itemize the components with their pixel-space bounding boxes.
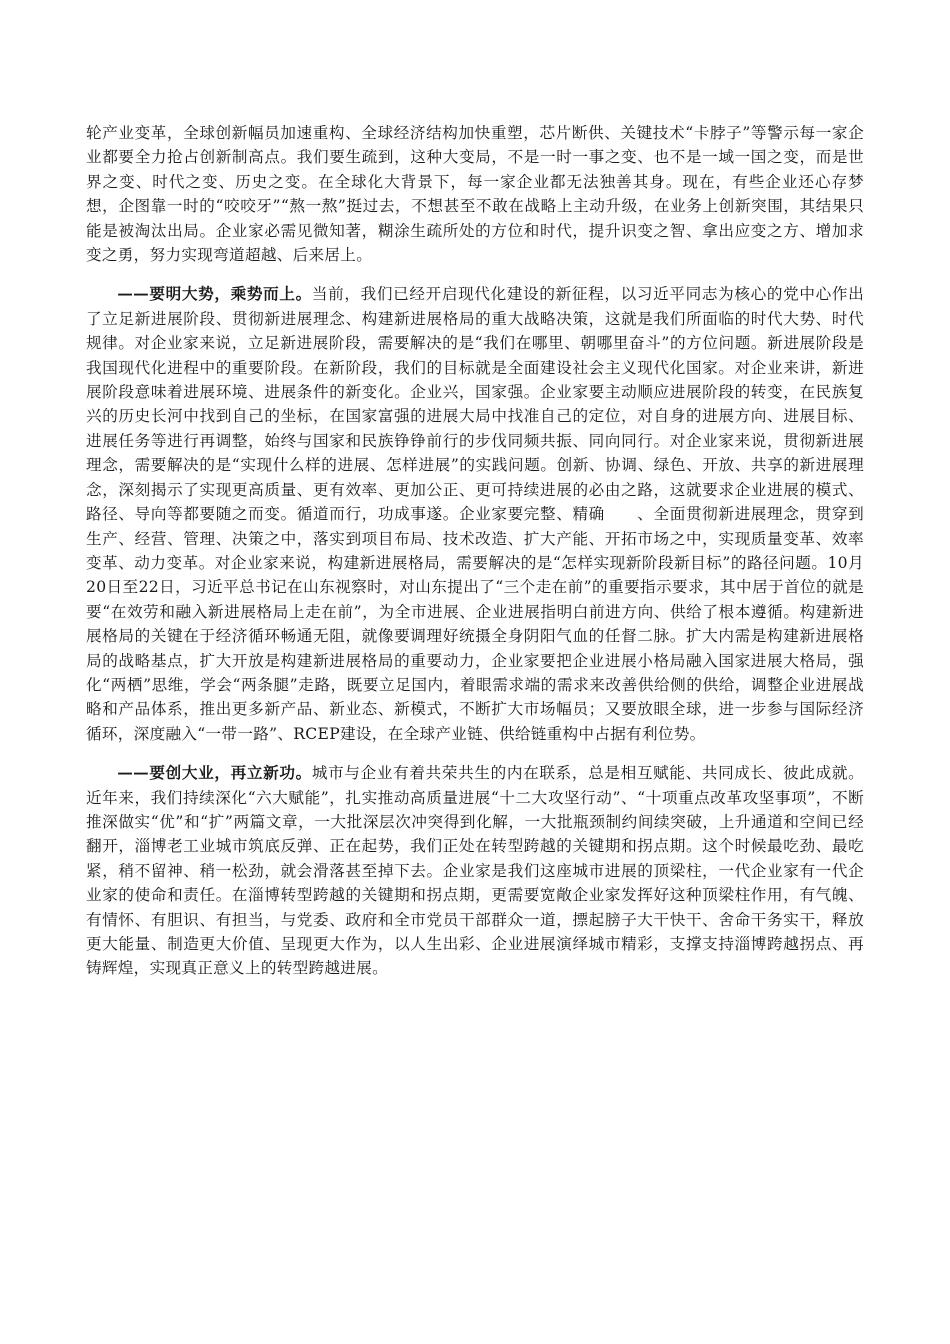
document-page [86, 121, 864, 996]
paragraph-text: 当前，我们已经开启现代化建设的新征程，以习近平同志为核心的党中心作出了立足新进展阶段、贯彻新进展理念、构建新进展格局的重大战略决策，这就是我们所面临的时代大势、时代规律。对企业家来说，立足新进展阶段，需要解决的是“我们在哪里、朝哪里奋斗”的方位问题。新进展阶段是我国现代化进程中的重要阶段。在新阶段，我们的目标就是全面建设社会主义现代化国家。对企业来讲，新进展阶段意味着进展环境、进展条件的新变化。企业兴，国家强。企业家要主动顺应进展阶段的转变，在民族复兴的历史长河中找到自己的坐标，在国家富强的进展大局中找准自己的定位，对自身的进展方向、进展目标、进展任务等进行再调整，始终与国家和民族铮铮前行的步伐同频共振、同向同行。对企业家来说，贯彻新进展理念，需要解决的是“实现什么样的进展、怎样进展”的实践问题。创新、协调、绿色、开放、共享的新进展理念，深刻揭示了实现更高质量、更有效率、更加公正、更可持续进展的必由之路，这就要求企业进展的模式、路径、导向等都要随之而变。循道而行，功成事遂。企业家要完整、精确 、全面贯彻新进展理念，贯穿到生产、经营、管理、决策之中，落实到项目布局、技术改造、扩大产能、开拓市场之中，实现质量变革、效率变革、动力变革。对企业家来说，构建新进展格局，需要解决的是“怎样实现新阶段新目标”的路径问题。10月20日至22日，习近平总书记在山东视察时，对山东提出了“三个走在前”的重要指示要求，其中居于首位的就是要“在效劳和融入新进展格局上走在前”，为全市进展、企业进展指明白前进方向、供给了根本遵循。构建新进展格局的关键在于经济循环畅通无阻，就像要调理好统摄全身阴阳气血的任督二脉。扩大内需是构建新进展格局的战略基点，扩大开放是构建新进展格局的重要动力，企业家要把企业进展小格局融入国家进展大格局，强化“两栖”思维，学会“两条腿”走路，既要立足国内，着眼需求端的需求来改善供给侧的供给，调整企业进展战略和产品体系，推出更多新产品、新业态、新模式，不断扩大市场幅员；又要放眼全球，进一步参与国际经济循环，深度融入“一带一路”、RCEP建设，在全球产业链、供给链重构中占据有利位势。 [86, 285, 864, 743]
paragraph-chuang-daye [86, 761, 864, 981]
paragraph-continuation [86, 121, 864, 267]
paragraph-lead: ——要创大业，再立新功。 [117, 763, 312, 783]
paragraph-text: 轮产业变革，全球创新幅员加速重构、全球经济结构加快重塑，芯片断供、关键技术“卡脖子”等警示每一家企业都要全力抢占创新制高点。我们要生疏到，这种大变局，不是一时一事之变、也不是一域一国之变，而是世界之变、时代之变、历史之变。在全球化大背景下，每一家企业都无法独善其身。现在，有些企业还心存梦想，企图靠一时的“咬咬牙”“熬一熬”挺过去，不想甚至不敢在战略上主动升级，在业务上创新突围，其结果只能是被淘汰出局。企业家必需见微知著，糊涂生疏所处的方位和时代，提升识变之智、拿出应变之方、增加求变之勇，努力实现弯道超越、后来居上。 [86, 124, 864, 265]
paragraph-lead: ——要明大势，乘势而上。 [117, 284, 312, 304]
paragraph-text: 城市与企业有着共荣共生的内在联系，总是相互赋能、共同成长、彼此成就。近年来，我们持续深化“六大赋能”，扎实推动高质量进展“十二大攻坚行动”、“十项重点改革攻坚事项”，不断推深做实“优”和“扩”两篇文章，一大批深层次冲突得到化解，一大批瓶颈制约间续突破，上升通道和空间已经翻开，淄博老工业城市筑底反弹、正在起势，我们正处在转型跨越的关键期和拐点期。这个时候最吃劲、最吃紧，稍不留神、稍一松劲，就会滑落甚至掉下去。企业家是我们这座城市进展的顶梁柱，一代企业家有一代企业家的使命和责任。在淄博转型跨越的关键期和拐点期，更需要宽敞企业家发挥好这种顶梁柱作用，有气魄、有情怀、有胆识、有担当，与党委、政府和全市党员干部群众一道，摽起膀子大干快干、舍命干务实干，释放更大能量、制造更大价值、呈现更大作为，以人生出彩、企业进展演绎城市精彩，支撑支持淄博跨越拐点、再铸辉煌，实现真正意义上的转型跨越进展。 [86, 764, 864, 978]
paragraph-ming-dashi [86, 282, 864, 746]
